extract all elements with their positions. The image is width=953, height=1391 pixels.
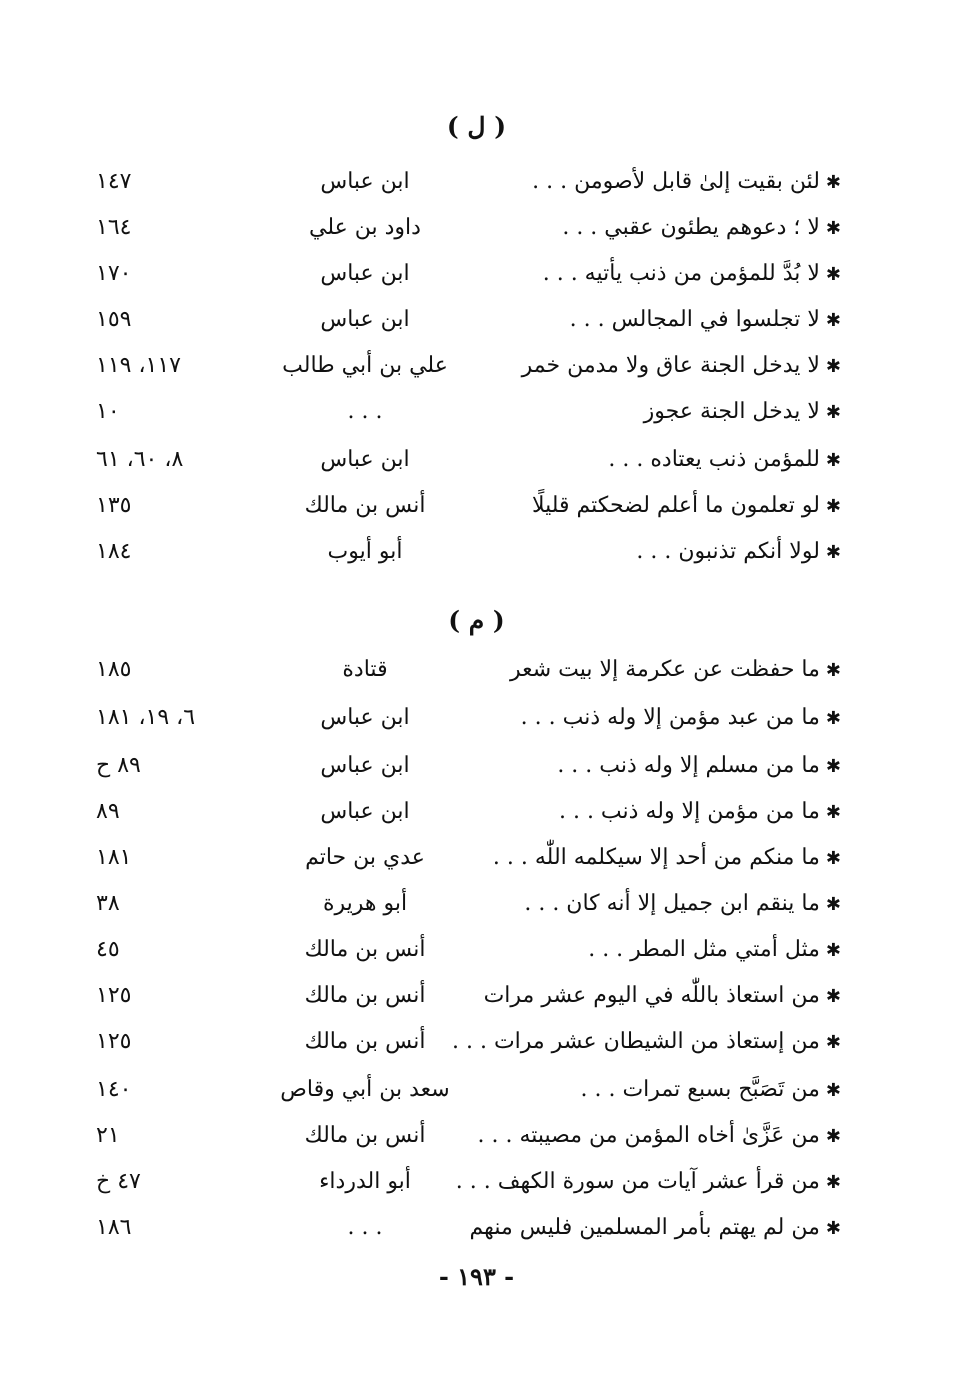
list-item — [0, 440, 953, 480]
list-item — [0, 1022, 953, 1062]
section-heading-lam: ( ل ) — [446, 112, 507, 141]
page-refs: ١٥٩ — [96, 307, 132, 332]
page-refs: ٨٩ ح — [96, 753, 141, 778]
list-item — [0, 930, 953, 970]
page-refs: ٤٥ — [96, 937, 120, 962]
page-refs: ٦، ١٩، ١٨١ — [96, 705, 196, 730]
asterisk-icon: ✱ — [825, 940, 841, 961]
list-item — [0, 208, 953, 248]
asterisk-icon: ✱ — [825, 756, 841, 777]
asterisk-icon: ✱ — [825, 894, 841, 915]
hadith-text: لو تعلمون ما أعلم لضحكتم قليلًا — [531, 493, 820, 518]
hadith-text: من إستعاذ من الشيطان عشر مرات . . . — [451, 1029, 820, 1054]
page-refs: ١٢٥ — [96, 983, 132, 1008]
asterisk-icon: ✱ — [825, 450, 841, 471]
asterisk-icon: ✱ — [825, 264, 841, 285]
page-number: - ١٩٣ - — [438, 1262, 515, 1291]
asterisk-icon: ✱ — [825, 496, 841, 517]
narrator: أنس بن مالك — [304, 937, 426, 962]
hadith-text: مثل أمتي مثل المطر . . . — [588, 937, 820, 962]
hadith-text: ما من مسلم إلا وله ذنب . . . — [557, 753, 820, 778]
narrator: ابن عباس — [320, 447, 410, 472]
hadith-text: من تَصَبَّح بسبع تمرات . . . — [580, 1077, 820, 1102]
hadith-text: من قرأ عشر آيات من سورة الكهف . . . — [455, 1169, 820, 1194]
narrator: أبو الدرداء — [319, 1169, 411, 1194]
hadith-text: من لم يهتم بأمر المسلمين فليس منهم — [469, 1215, 820, 1240]
narrator: قتادة — [342, 657, 388, 682]
list-item — [0, 1070, 953, 1110]
page-refs: ٢١ — [96, 1123, 120, 1148]
narrator: علي بن أبي طالب — [282, 353, 448, 378]
hadith-text: ما من مؤمن إلا وله ذنب . . . — [558, 799, 820, 824]
section-heading-mim: ( م ) — [448, 606, 505, 635]
page-refs: ٣٨ — [96, 891, 120, 916]
list-item — [0, 746, 953, 786]
narrator: . . . — [347, 399, 383, 424]
page-refs: ١٦٤ — [96, 215, 132, 240]
list-item — [0, 838, 953, 878]
page-refs: ١٢٥ — [96, 1029, 132, 1054]
page-refs: ١٧٠ — [96, 261, 132, 286]
page-refs: ٨٩ — [96, 799, 120, 824]
list-item — [0, 1208, 953, 1248]
list-item — [0, 650, 953, 690]
hadith-text: من عَزَّىٰ أخاه المؤمن من مصيبته . . . — [477, 1123, 820, 1148]
list-item — [0, 346, 953, 386]
narrator: . . . — [347, 1215, 383, 1240]
narrator: أنس بن مالك — [304, 1123, 426, 1148]
narrator: ابن عباس — [320, 705, 410, 730]
list-item — [0, 884, 953, 924]
narrator: أنس بن مالك — [304, 983, 426, 1008]
asterisk-icon: ✱ — [825, 660, 841, 681]
list-item — [0, 792, 953, 832]
asterisk-icon: ✱ — [825, 848, 841, 869]
hadith-text: ما حفظت عن عكرمة إلا بيت شعر — [510, 657, 820, 682]
list-item — [0, 162, 953, 202]
asterisk-icon: ✱ — [825, 1032, 841, 1053]
list-item — [0, 300, 953, 340]
page-refs: ١٠ — [96, 399, 120, 424]
list-item — [0, 532, 953, 572]
narrator: ابن عباس — [320, 307, 410, 332]
hadith-text: لولا أنكم تذنبون . . . — [636, 539, 820, 564]
asterisk-icon: ✱ — [825, 310, 841, 331]
narrator: عدي بن حاتم — [305, 845, 425, 870]
list-item — [0, 1162, 953, 1202]
page-refs: ١٨١ — [96, 845, 132, 870]
list-item — [0, 698, 953, 738]
hadith-text: لا يدخل الجنة عاق ولا مدمن خمر — [521, 353, 820, 378]
asterisk-icon: ✱ — [825, 1126, 841, 1147]
narrator: داود بن علي — [309, 215, 421, 240]
asterisk-icon: ✱ — [825, 542, 841, 563]
list-item — [0, 976, 953, 1016]
asterisk-icon: ✱ — [825, 402, 841, 423]
asterisk-icon: ✱ — [825, 218, 841, 239]
narrator: أنس بن مالك — [304, 493, 426, 518]
asterisk-icon: ✱ — [825, 802, 841, 823]
narrator: ابن عباس — [320, 753, 410, 778]
narrator: سعد بن أبي وقاص — [280, 1077, 450, 1102]
hadith-text: لئن بقيت إلىٰ قابل لأصومن . . . — [532, 169, 820, 194]
page-refs: ٨، ٦٠، ٦١ — [96, 447, 184, 472]
hadith-text: ما ينقم ابن جميل إلا أنه كان . . . — [524, 891, 820, 916]
asterisk-icon: ✱ — [825, 708, 841, 729]
asterisk-icon: ✱ — [825, 172, 841, 193]
list-item — [0, 392, 953, 432]
page-refs: ١٣٥ — [96, 493, 132, 518]
narrator: ابن عباس — [320, 169, 410, 194]
asterisk-icon: ✱ — [825, 1172, 841, 1193]
asterisk-icon: ✱ — [825, 1218, 841, 1239]
list-item — [0, 254, 953, 294]
page-refs: ٤٧ خ — [96, 1169, 141, 1194]
page-refs: ١١٧، ١١٩ — [96, 353, 181, 378]
list-item — [0, 486, 953, 526]
asterisk-icon: ✱ — [825, 1080, 841, 1101]
page-refs: ١٨٦ — [96, 1215, 132, 1240]
hadith-text: لا تجلسوا في المجالس . . . — [569, 307, 820, 332]
hadith-text: ما منكم من أحد إلا سيكلمه اللّٰه . . . — [492, 845, 820, 870]
asterisk-icon: ✱ — [825, 986, 841, 1007]
narrator: ابن عباس — [320, 261, 410, 286]
narrator: أبو هريرة — [322, 891, 408, 916]
hadith-text: للمؤمن ذنب يعتاده . . . — [608, 447, 820, 472]
hadith-text: من استعاذ باللّٰه في اليوم عشر مرات — [483, 983, 820, 1008]
narrator: أبو أيوب — [327, 539, 403, 564]
page-refs: ١٨٥ — [96, 657, 132, 682]
hadith-text: لا بُدَّ للمؤمن من ذنب يأتيه . . . — [542, 261, 820, 286]
narrator: أنس بن مالك — [304, 1029, 426, 1054]
narrator: ابن عباس — [320, 799, 410, 824]
hadith-text: لا ؛ دعوهم يطئون عقبي . . . — [562, 215, 820, 240]
list-item — [0, 1116, 953, 1156]
hadith-text: لا يدخل الجنة عجوز — [643, 399, 820, 424]
page-refs: ١٤٧ — [96, 169, 132, 194]
asterisk-icon: ✱ — [825, 356, 841, 377]
page-refs: ١٤٠ — [96, 1077, 132, 1102]
page-refs: ١٨٤ — [96, 539, 132, 564]
hadith-text: ما من عبد مؤمن إلا وله ذنب . . . — [520, 705, 820, 730]
